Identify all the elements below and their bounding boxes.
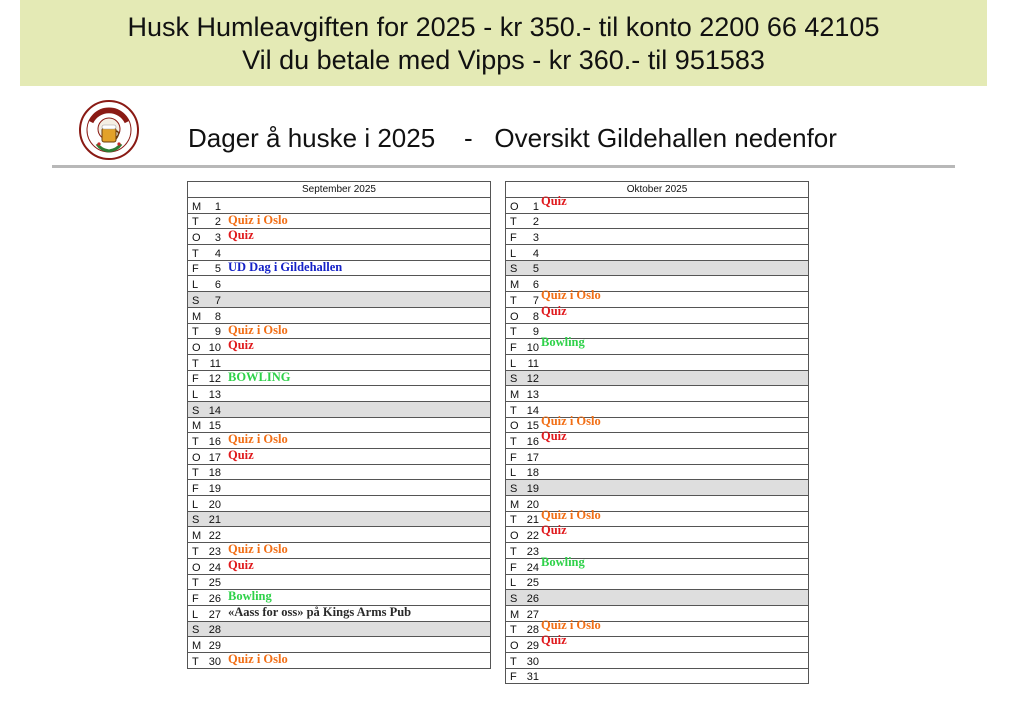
- weekday-letter: T: [510, 655, 517, 668]
- weekday-letter: T: [510, 514, 517, 527]
- weekday-letter: M: [192, 200, 202, 213]
- banner-line-membership-fee: Husk Humleavgiften for 2025 - kr 350.- til konto 2200 66 42105: [127, 12, 880, 42]
- day-number: 5: [532, 263, 539, 276]
- calendar-day-row: [188, 496, 490, 512]
- weekday-letter: T: [192, 436, 199, 448]
- weekday-letter: M: [192, 420, 202, 433]
- calendar-day-row: [188, 465, 490, 481]
- weekday-letter: O: [510, 639, 519, 652]
- calendar-day-row: [188, 653, 490, 669]
- day-number: 21: [208, 514, 221, 527]
- day-number: 25: [526, 577, 539, 590]
- day-number: 28: [208, 624, 221, 637]
- weekday-letter: T: [510, 624, 517, 637]
- weekday-letter: T: [510, 404, 517, 417]
- weekday-letter: T: [510, 294, 517, 307]
- day-number: 23: [526, 545, 539, 558]
- calendar-day-row: [188, 261, 490, 277]
- event-label: Quiz i Oslo: [228, 542, 288, 557]
- event-label: Quiz i Oslo: [541, 617, 601, 632]
- weekday-letter: F: [192, 263, 199, 276]
- calendar-day-row: [506, 335, 808, 355]
- weekday-letter: O: [192, 232, 201, 245]
- day-number: 27: [526, 608, 539, 621]
- calendar-day-row: [188, 559, 490, 575]
- event-label: Bowling: [541, 554, 585, 569]
- month-header: September 2025: [188, 182, 490, 198]
- day-number: 29: [526, 639, 539, 652]
- calendar-day-row: [188, 245, 490, 261]
- calendar-day-row: [506, 633, 808, 653]
- weekday-letter: T: [192, 216, 199, 229]
- calendar-day-row: [188, 371, 490, 387]
- calendar-day-row: [506, 214, 808, 230]
- day-number: 7: [532, 294, 539, 307]
- day-number: 4: [532, 247, 539, 260]
- weekday-letter: F: [510, 341, 517, 354]
- day-number: 19: [526, 483, 539, 496]
- event-label: Quiz: [228, 557, 254, 572]
- calendar-day-row: [188, 386, 490, 402]
- weekday-letter: S: [510, 483, 518, 496]
- event-label: Quiz i Oslo: [541, 413, 601, 428]
- day-number: 20: [526, 498, 539, 511]
- day-number: 18: [208, 467, 221, 480]
- weekday-letter: O: [192, 561, 201, 574]
- day-number: 1: [532, 200, 539, 213]
- weekday-letter: T: [510, 216, 517, 229]
- event-label: Quiz i Oslo: [228, 212, 288, 227]
- event-label: Quiz: [228, 448, 254, 462]
- weekday-letter: L: [510, 467, 517, 480]
- weekday-letter: L: [192, 388, 199, 401]
- day-number: 11: [209, 357, 221, 370]
- day-number: 26: [208, 592, 221, 605]
- day-number: 3: [214, 232, 221, 245]
- weekday-letter: T: [192, 326, 199, 339]
- weekday-letter: S: [192, 514, 200, 527]
- day-number: 9: [214, 326, 221, 339]
- weekday-letter: T: [510, 326, 517, 339]
- day-number: 8: [532, 310, 539, 323]
- calendar-month-september: [187, 181, 491, 669]
- day-number: 28: [526, 624, 539, 637]
- event-label: Quiz i Oslo: [541, 507, 601, 522]
- weekday-letter: S: [510, 373, 518, 386]
- weekday-letter: F: [510, 671, 517, 684]
- day-number: 22: [208, 530, 221, 543]
- weekday-letter: M: [192, 310, 202, 323]
- weekday-letter: F: [192, 592, 199, 605]
- weekday-letter: S: [192, 624, 200, 637]
- day-number: 17: [208, 451, 221, 464]
- divider-rule: [52, 165, 955, 168]
- weekday-letter: T: [510, 436, 517, 448]
- calendar-day-row: [188, 622, 490, 638]
- weekday-letter: S: [510, 263, 518, 276]
- event-label: UD Dag i Gildehallen: [228, 259, 343, 274]
- club-logo: [79, 100, 139, 160]
- day-number: 22: [526, 530, 539, 543]
- weekday-letter: T: [192, 577, 199, 590]
- weekday-letter: F: [510, 451, 517, 464]
- calendar-day-row: [188, 433, 490, 449]
- calendar-month-october: [505, 181, 809, 684]
- calendar-day-row: [188, 527, 490, 543]
- event-label: Quiz: [541, 194, 567, 208]
- event-label: Quiz: [228, 228, 254, 243]
- day-number: 19: [208, 483, 221, 496]
- calendar-day-row: [188, 339, 490, 355]
- day-number: 6: [214, 279, 221, 292]
- calendar-day-row: [506, 429, 808, 449]
- month-header: Oktober 2025: [506, 182, 808, 198]
- day-number: 15: [208, 420, 221, 433]
- banner-line-vipps: Vil du betale med Vipps - kr 360.- til 951583: [242, 45, 765, 75]
- calendar-day-row: [188, 324, 490, 340]
- day-number: 15: [526, 420, 539, 433]
- event-label: Quiz i Oslo: [228, 651, 288, 666]
- day-number: 6: [532, 279, 539, 292]
- weekday-letter: S: [510, 592, 518, 605]
- weekday-letter: L: [510, 247, 517, 260]
- weekday-letter: M: [510, 279, 520, 292]
- weekday-letter: O: [510, 200, 519, 213]
- calendar-day-row: [188, 606, 490, 622]
- day-number: 27: [208, 608, 221, 621]
- calendar-day-row: [188, 512, 490, 528]
- event-label: Bowling: [541, 335, 585, 350]
- day-number: 30: [526, 655, 539, 668]
- calendar-day-row: [188, 449, 490, 465]
- weekday-letter: L: [192, 498, 199, 511]
- weekday-letter: F: [510, 232, 517, 245]
- weekday-letter: S: [192, 404, 200, 417]
- calendar-day-row: [188, 355, 490, 371]
- weekday-letter: F: [192, 483, 199, 496]
- calendar-day-row: [188, 198, 490, 214]
- day-number: 20: [208, 498, 221, 511]
- event-label: Quiz: [541, 303, 567, 318]
- calendar-day-row: [506, 523, 808, 543]
- weekday-letter: O: [510, 310, 519, 323]
- event-label: Quiz: [541, 429, 567, 444]
- calendar-day-row: [506, 194, 808, 214]
- day-number: 17: [526, 451, 539, 464]
- day-number: 18: [526, 467, 539, 480]
- weekday-letter: O: [510, 530, 519, 543]
- calendar-day-row: [188, 543, 490, 559]
- day-number: 14: [526, 404, 539, 417]
- day-number: 29: [208, 639, 221, 652]
- weekday-letter: M: [192, 639, 202, 652]
- day-number: 14: [208, 404, 221, 417]
- calendar-day-row: [506, 575, 808, 591]
- calendar-day-row: [506, 480, 808, 496]
- calendar-day-row: [188, 276, 490, 292]
- event-label: Quiz: [541, 633, 567, 648]
- day-number: 10: [208, 341, 221, 354]
- event-label: Quiz i Oslo: [228, 322, 288, 337]
- day-number: 7: [214, 294, 221, 307]
- page-subtitle: Dager å huske i 2025 - Oversikt Gildehallen nedenfor: [188, 123, 837, 153]
- calendar-day-row: [188, 292, 490, 308]
- day-number: 11: [527, 357, 539, 370]
- calendar-day-row: [506, 449, 808, 465]
- calendar-day-row: [188, 308, 490, 324]
- day-number: 12: [526, 373, 539, 386]
- day-number: 24: [208, 561, 221, 574]
- calendar-day-row: [506, 590, 808, 606]
- day-number: 2: [532, 216, 539, 229]
- calendar-day-row: [188, 418, 490, 434]
- weekday-letter: L: [510, 357, 517, 370]
- event-label: Quiz: [228, 338, 254, 353]
- calendar-day-row: [188, 402, 490, 418]
- weekday-letter: T: [192, 247, 199, 260]
- day-number: 13: [526, 388, 539, 401]
- weekday-letter: O: [192, 451, 201, 464]
- weekday-letter: M: [510, 388, 520, 401]
- day-number: 16: [526, 436, 539, 448]
- day-number: 12: [208, 373, 221, 386]
- weekday-letter: O: [192, 341, 201, 354]
- event-label: «Aass for oss» på Kings Arms Pub: [228, 604, 412, 619]
- day-number: 3: [532, 232, 539, 245]
- weekday-letter: M: [192, 530, 202, 543]
- event-label: Quiz i Oslo: [541, 288, 601, 303]
- day-number: 5: [214, 263, 221, 276]
- day-number: 23: [208, 545, 221, 558]
- day-number: 24: [526, 561, 539, 574]
- event-label: BOWLING: [228, 369, 291, 384]
- calendar-day-row: [506, 386, 808, 402]
- weekday-letter: T: [510, 545, 517, 558]
- day-number: 2: [214, 216, 221, 229]
- calendar-day-row: [188, 590, 490, 606]
- calendar-day-row: [506, 465, 808, 481]
- day-number: 16: [208, 436, 221, 448]
- weekday-letter: T: [192, 655, 199, 668]
- calendar-day-row: [188, 575, 490, 591]
- day-number: 4: [214, 247, 221, 260]
- weekday-letter: L: [192, 279, 199, 292]
- day-number: 8: [214, 310, 221, 323]
- calendar-day-row: [188, 480, 490, 496]
- weekday-letter: L: [192, 608, 199, 621]
- calendar-day-row: [506, 653, 808, 669]
- weekday-letter: T: [192, 545, 199, 558]
- calendar-day-row: [506, 355, 808, 371]
- calendar-day-row: [188, 214, 490, 230]
- day-number: 10: [526, 341, 539, 354]
- calendar-day-row: [506, 669, 808, 685]
- weekday-letter: T: [192, 357, 199, 370]
- day-number: 13: [208, 388, 221, 401]
- event-label: Quiz i Oslo: [228, 432, 288, 447]
- weekday-letter: M: [510, 498, 520, 511]
- day-number: 26: [526, 592, 539, 605]
- payment-banner: [20, 0, 987, 86]
- event-label: Bowling: [228, 589, 272, 604]
- calendar-day-row: [188, 229, 490, 245]
- calendar-day-row: [506, 554, 808, 575]
- calendar-day-row: [506, 261, 808, 277]
- day-number: 1: [214, 200, 221, 213]
- calendar-day-row: [506, 245, 808, 261]
- weekday-letter: F: [510, 561, 517, 574]
- day-number: 30: [208, 655, 221, 668]
- weekday-letter: O: [510, 420, 519, 433]
- weekday-letter: L: [510, 577, 517, 590]
- calendar-day-row: [506, 229, 808, 245]
- event-label: Quiz: [541, 523, 567, 538]
- day-number: 25: [208, 577, 221, 590]
- calendar-day-row: [188, 637, 490, 653]
- day-number: 9: [532, 326, 539, 339]
- day-number: 21: [526, 514, 539, 527]
- calendar-day-row: [506, 303, 808, 324]
- weekday-letter: T: [192, 467, 199, 480]
- calendar-day-row: [506, 371, 808, 387]
- weekday-letter: F: [192, 373, 199, 386]
- weekday-letter: M: [510, 608, 520, 621]
- day-number: 31: [526, 671, 539, 684]
- weekday-letter: S: [192, 294, 200, 307]
